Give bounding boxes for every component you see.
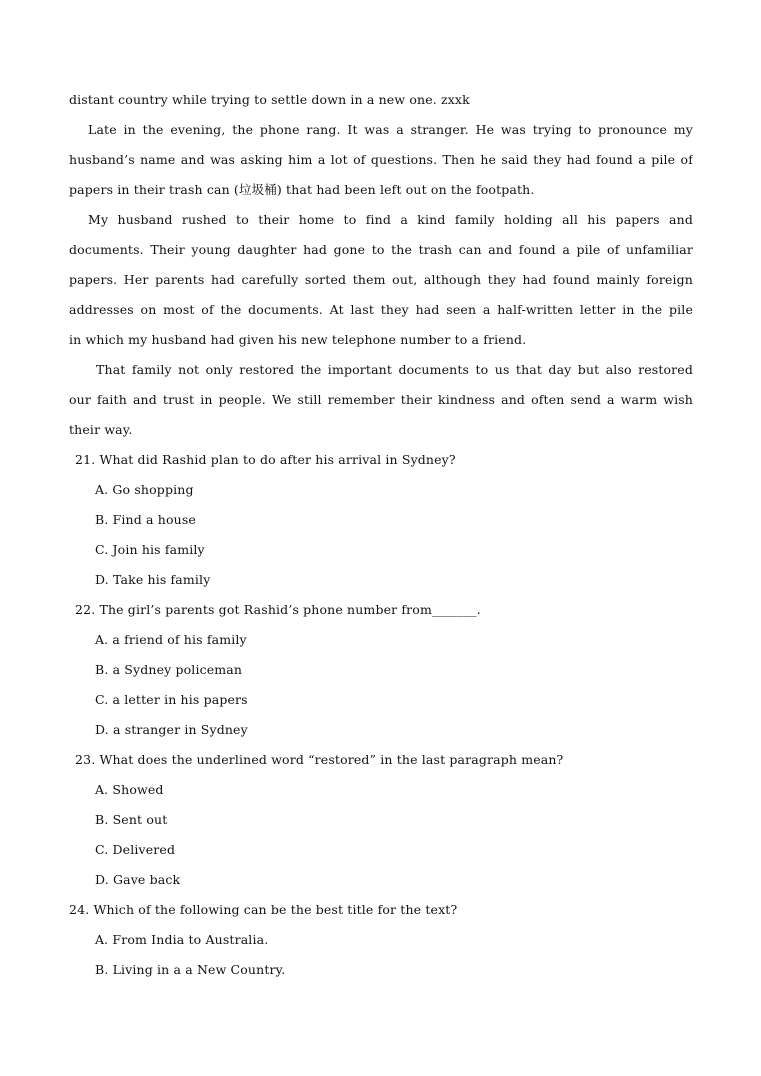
question-22: 22. The girl’s parents got Rashid’s phone number from_______. xyxy=(75,602,481,617)
question-21: 21. What did Rashid plan to do after his arrival in Sydney? xyxy=(75,452,456,467)
option-21-a: A. Go shopping xyxy=(95,482,194,497)
passage-line: papers in their trash can (垃圾桶) that had been left out on the footpath. xyxy=(69,182,535,197)
question-24: 24. Which of the following can be the best title for the text? xyxy=(69,902,458,917)
option-23-c: C. Delivered xyxy=(95,842,176,857)
passage-line: distant country while trying to settle down in a new one. zxxk xyxy=(69,92,470,107)
passage-line: Late in the evening, the phone rang. It was a stranger. He was trying to pronounce my xyxy=(88,122,693,137)
option-21-d: D. Take his family xyxy=(95,572,211,587)
passage-line: husband’s name and was asking him a lot of questions. Then he said they had found a pile of xyxy=(69,152,693,167)
option-21-c: C. Join his family xyxy=(95,542,205,557)
option-24-a: A. From India to Australia. xyxy=(95,932,269,947)
passage-line: That family not only restored the important documents to us that day but also restored xyxy=(96,362,693,377)
passage-line: documents. Their young daughter had gone to the trash can and found a pile of unfamiliar xyxy=(69,242,693,257)
passage-line: My husband rushed to their home to find a kind family holding all his papers and xyxy=(88,212,693,227)
option-23-a: A. Showed xyxy=(95,782,164,797)
question-23: 23. What does the underlined word “restored” in the last paragraph mean? xyxy=(75,752,564,767)
option-22-c: C. a letter in his papers xyxy=(95,692,248,707)
passage-line: their way. xyxy=(69,422,133,437)
option-22-a: A. a friend of his family xyxy=(95,632,247,647)
option-23-d: D. Gave back xyxy=(95,872,181,887)
document-page xyxy=(69,85,693,985)
passage-line: our faith and trust in people. We still remember their kindness and often send a warm wish xyxy=(69,392,693,407)
option-22-d: D. a stranger in Sydney xyxy=(95,722,248,737)
passage-line: addresses on most of the documents. At last they had seen a half-written letter in the pile xyxy=(69,302,693,317)
option-24-b: B. Living in a a New Country. xyxy=(95,962,286,977)
passage-line: in which my husband had given his new telephone number to a friend. xyxy=(69,332,527,347)
option-21-b: B. Find a house xyxy=(95,512,196,527)
option-23-b: B. Sent out xyxy=(95,812,168,827)
option-22-b: B. a Sydney policeman xyxy=(95,662,243,677)
passage-line: papers. Her parents had carefully sorted them out, although they had found mainly foreign xyxy=(69,272,693,287)
